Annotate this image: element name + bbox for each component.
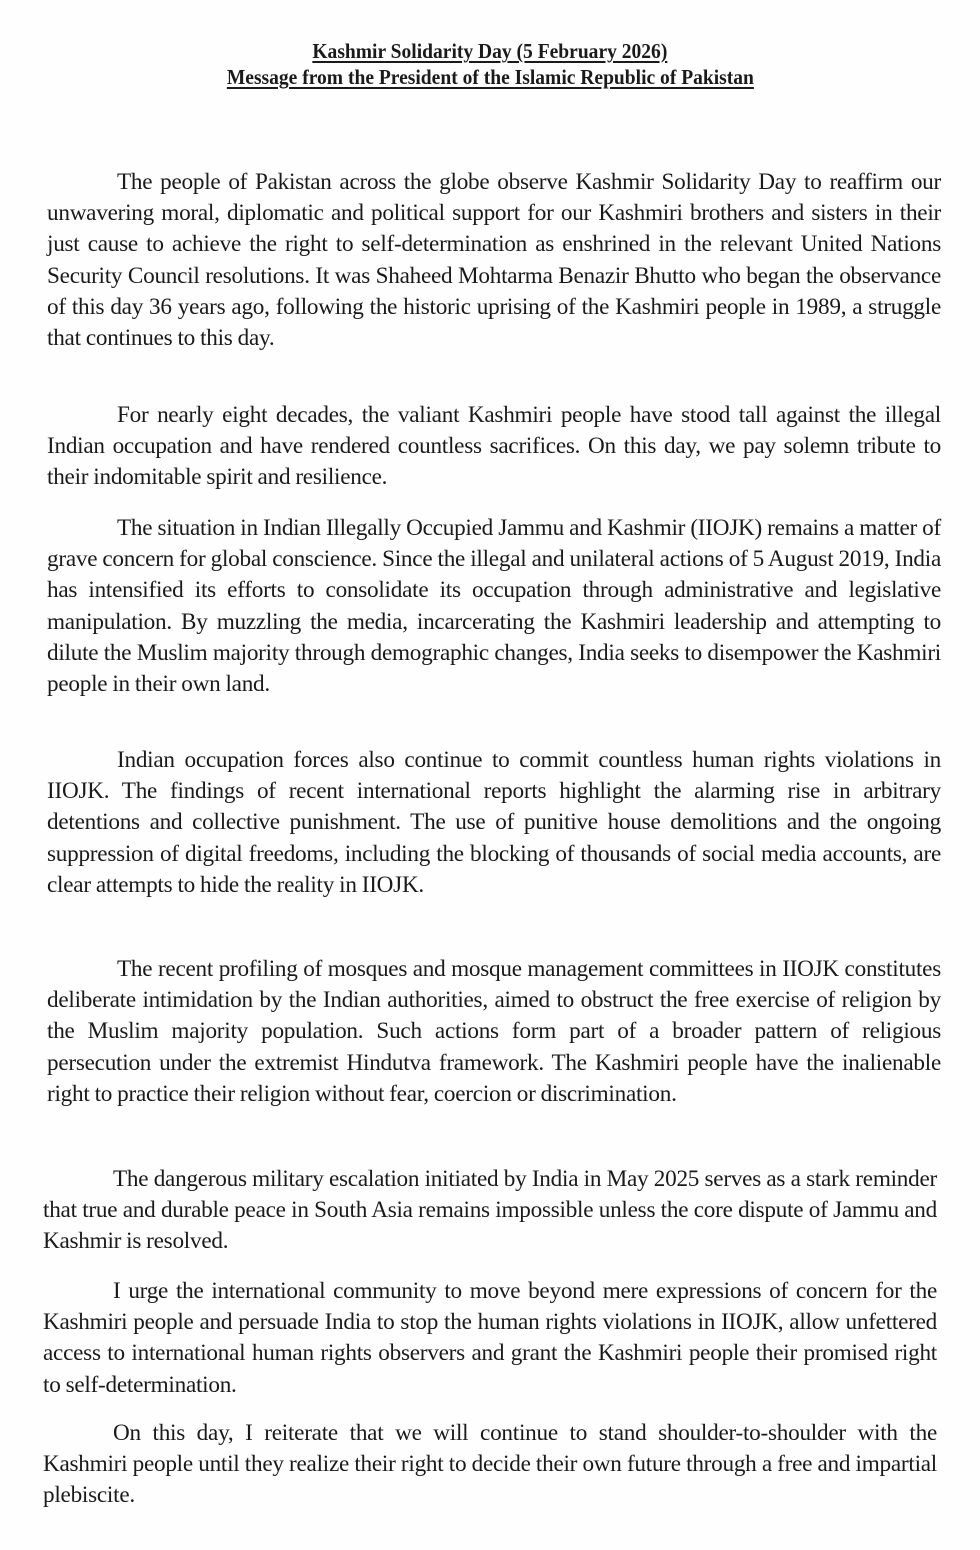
paragraph-text: The recent profiling of mosques and mosque management committees in IIOJK constitutes deliberate intimidation by the Indian authorities, aimed to obstruct the free exercise of religion by the Muslim majority population. Such actions form part of a broader pattern of religious persecution under the extremist Hindutva framework. The Kashmiri people have the inalienable right to practice their religion without fear, coercion or discrimination. bbox=[47, 956, 941, 1107]
paragraph-1 bbox=[47, 167, 941, 354]
paragraph-6 bbox=[43, 1164, 937, 1258]
paragraph-text: The situation in Indian Illegally Occupied Jammu and Kashmir (IIOJK) remains a matter of grave concern for global conscience. Since the illegal and unilateral actions of 5 August 2019, India has intensified its efforts to consolidate its occupation through administrative and legislative manipulation. By muzzling the media, incarcerating the Kashmiri leadership and attempting to dilute the Muslim majority through demographic changes, India seeks to disempower the Kashmiri people in their own land. bbox=[47, 515, 941, 698]
paragraph-text: The dangerous military escalation initiated by India in May 2025 serves as a stark reminder that true and durable peace in South Asia remains impossible unless the core dispute of Jammu and Kashmir is resolved. bbox=[43, 1166, 937, 1255]
paragraph-text: The people of Pakistan across the globe observe Kashmir Solidarity Day to reaffirm our unwavering moral, diplomatic and political support for our Kashmiri brothers and sisters in their just cause to achieve the right to self-determination as enshrined in the relevant United Nations Security Council resolutions. It was Shaheed Mohtarma Benazir Bhutto who began the observance of this day 36 years ago, following the historic uprising of the Kashmiri people in 1989, a struggle that continues to this day. bbox=[47, 169, 941, 352]
paragraph-5 bbox=[47, 954, 941, 1110]
paragraph-4 bbox=[47, 745, 941, 901]
paragraph-7 bbox=[43, 1276, 937, 1401]
document-subtitle: Message from the President of the Islamic Republic of Pakistan bbox=[226, 65, 754, 89]
paragraph-text: On this day, I reiterate that we will continue to stand shoulder-to-shoulder with the Kashmiri people until they realize their right to decide their own future through a free and impartial plebiscite. bbox=[43, 1420, 937, 1509]
paragraph-3 bbox=[47, 513, 941, 700]
paragraph-2 bbox=[47, 400, 941, 494]
paragraph-8 bbox=[43, 1418, 937, 1512]
document-heading bbox=[0, 38, 980, 90]
paragraph-text: Indian occupation forces also continue to commit countless human rights violations in IIOJK. The findings of recent international reports highlight the alarming rise in arbitrary detentions and collective punishment. The use of punitive house demolitions and the ongoing suppression of digital freedoms, including the blocking of thousands of social media accounts, are clear attempts to hide the reality in IIOJK. bbox=[47, 747, 941, 898]
document-title: Kashmir Solidarity Day (5 February 2026) bbox=[312, 39, 668, 63]
paragraph-text: I urge the international community to move beyond mere expressions of concern for the Kashmiri people and persuade India to stop the human rights violations in IIOJK, allow unfettered access to international human rights observers and grant the Kashmiri people their promised right to self-determination. bbox=[43, 1278, 937, 1398]
paragraph-text: For nearly eight decades, the valiant Kashmiri people have stood tall against the illegal Indian occupation and have rendered countless sacrifices. On this day, we pay solemn tribute to their indomitable spirit and resilience. bbox=[47, 402, 941, 491]
